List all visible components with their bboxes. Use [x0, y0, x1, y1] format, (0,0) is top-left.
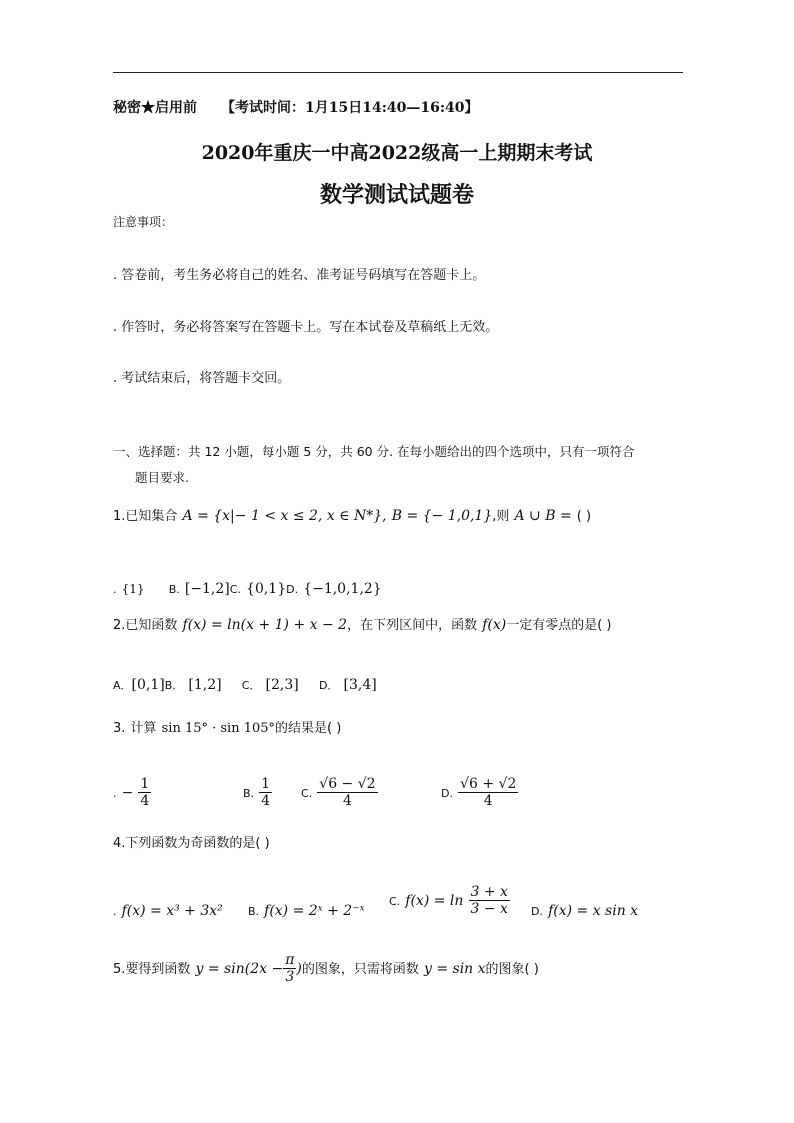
q1-options [113, 578, 382, 597]
q5-suffix: 的图象( ) [485, 962, 539, 977]
q3-option-d-den: 4 [458, 792, 518, 809]
q5-func-lead: y = sin(2x − [195, 961, 284, 977]
q1-then: ,则 [492, 509, 510, 524]
secret-label: 秘密★启用前 [113, 100, 197, 116]
exam-title: 2020年重庆一中高2022级高一上期期末考试 [201, 142, 593, 164]
note-item-2: . 作答时，务必将答案写在答题卡上。写在本试卷及草稿纸上无效。 [113, 320, 499, 335]
q1-option-d-label: D. [286, 583, 299, 596]
q3-option-b-den: 4 [261, 793, 271, 809]
q3-text-pre: 计算 [130, 721, 157, 736]
q1-set-a: A = {x|− 1 < x ≤ 2, x ∈ N*} [182, 508, 383, 524]
q2-option-c: [2,3] [265, 677, 299, 693]
q3-number: 3. [113, 721, 126, 736]
q3-option-a [113, 776, 151, 809]
q1-number: 1. [113, 509, 126, 524]
q2-suffix: 一定有零点的是( ) [506, 618, 612, 633]
q2-prefix: 已知函数 [125, 618, 178, 633]
q3-option-a-num: 1 [140, 776, 150, 792]
q3-option-c [301, 776, 378, 809]
q3-text-post: 的结果是( ) [275, 721, 342, 736]
q3-option-c-label: C. [301, 787, 313, 800]
q4-option-c-num: 3 + x [470, 884, 508, 900]
q3-option-a-sign: − [121, 785, 134, 801]
q3-option-c-den: 4 [317, 792, 377, 809]
question-4 [113, 832, 270, 851]
q4-option-b-label: B. [248, 905, 260, 918]
q4-option-d-label: D. [531, 905, 543, 918]
q1-option-b-label: B. [168, 583, 180, 596]
q1-option-c-label: C. [229, 583, 241, 596]
q2-option-b: [1,2] [188, 677, 222, 693]
note-item-3: . 考试结束后，将答题卡交回。 [113, 371, 291, 386]
q2-option-c-label: C． [241, 679, 261, 692]
q4-option-a-label: . [113, 905, 117, 918]
q5-prefix: 要得到函数 [125, 962, 191, 977]
q2-number: 2. [113, 618, 126, 633]
q4-option-c-lead: f(x) = ln [405, 893, 464, 909]
q4-option-c [389, 884, 510, 917]
q5-func-close: ) [296, 961, 302, 977]
q5-func-den: 3 [283, 968, 296, 985]
q1-option-b: [−1,2] [184, 581, 230, 597]
q2-fx: f(x) [482, 617, 507, 633]
q1-prefix: 已知集合 [125, 509, 178, 524]
top-rule [113, 72, 683, 73]
section-heading-line2: 题目要求. [135, 470, 189, 485]
section-heading-line1: 一、选择题：共 12 小题，每小题 5 分，共 60 分. 在每小题给出的四个选项中，只有一项符合 [113, 444, 635, 459]
q1-blank: ( ) [576, 509, 592, 524]
q3-option-d [441, 776, 518, 809]
q2-function: f(x) = ln(x + 1) + x − 2 [182, 617, 348, 633]
q2-option-a-label: A． [113, 679, 132, 692]
q2-option-b-label: B． [164, 679, 184, 692]
question-5 [113, 952, 539, 985]
note-item-1: . 答卷前，考生务必将自己的姓名、准考证号码填写在答题卡上。 [113, 268, 486, 283]
q3-option-d-num: √6 + √2 [460, 776, 517, 792]
question-2 [113, 614, 611, 633]
q4-option-b [248, 900, 365, 919]
q1-option-c: {0,1} [246, 581, 287, 597]
q3-option-a-label: . [113, 787, 117, 800]
exam-time: 【考试时间：1月15日14:40—16:40】 [221, 100, 479, 116]
q4-option-a [113, 900, 223, 919]
q3-option-b-num: 1 [261, 776, 271, 792]
q4-option-a-value: f(x) = x³ + 3x² [121, 903, 223, 919]
q4-option-d-value: f(x) = x sin x [548, 903, 639, 919]
q3-option-d-label: D. [441, 787, 453, 800]
q4-option-c-den: 3 − x [470, 901, 508, 917]
q1-sep: , [382, 508, 387, 524]
q1-expr: A ∪ B = [514, 508, 572, 524]
q2-option-d-label: D． [318, 679, 339, 692]
q1-option-a: {1} [121, 582, 145, 596]
exam-header [113, 97, 479, 117]
q1-option-a-label: . [113, 583, 117, 596]
q2-option-a: [0,1] [131, 677, 165, 693]
q4-option-c-label: C. [389, 895, 401, 908]
q3-option-a-den: 4 [140, 793, 150, 809]
q4-option-b-value: f(x) = 2ˣ + 2⁻ˣ [264, 903, 365, 919]
q4-option-d [531, 900, 638, 919]
q2-option-d: [3,4] [343, 677, 377, 693]
exam-subtitle: 数学测试试题卷 [319, 182, 474, 208]
q5-mid: 的图象，只需将函数 [301, 962, 419, 977]
q2-mid: ，在下列区间中，函数 [347, 618, 478, 633]
notes-heading: 注意事项： [113, 215, 174, 229]
question-3 [113, 717, 341, 736]
q5-number: 5. [113, 962, 126, 977]
q3-option-c-num: √6 − √2 [319, 776, 376, 792]
q1-option-d: {−1,0,1,2} [303, 581, 382, 597]
question-1 [113, 505, 591, 524]
q5-func2: y = sin x [423, 961, 486, 977]
q3-expr: sin 15° · sin 105° [161, 721, 276, 736]
q2-options [113, 674, 377, 693]
q4-text: 下列函数为奇函数的是( ) [125, 836, 270, 851]
q5-func-num: π [285, 952, 295, 968]
q1-set-b: B = {− 1,0,1} [391, 508, 493, 524]
q3-option-b-label: B. [243, 787, 255, 800]
q3-option-b [243, 776, 272, 809]
q4-number: 4. [113, 836, 126, 851]
